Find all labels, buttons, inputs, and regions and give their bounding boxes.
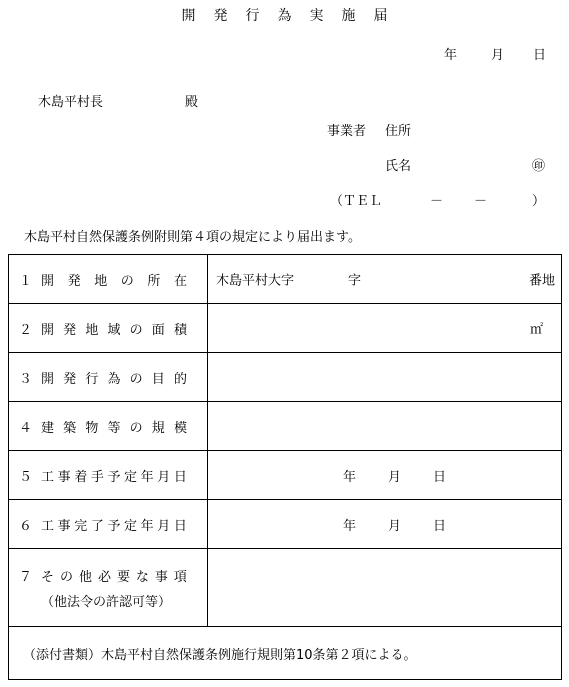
row-number: ４ bbox=[19, 420, 33, 436]
row-label-char: 日 bbox=[173, 518, 187, 534]
location-value-cell[interactable] bbox=[208, 255, 562, 304]
tel-dash-1: － bbox=[430, 194, 444, 209]
notification-form-table bbox=[8, 254, 562, 680]
row-label-char: 地 bbox=[85, 322, 99, 338]
row-label-char: 要 bbox=[116, 569, 130, 585]
row-label-char: 定 bbox=[124, 469, 138, 485]
row-label-char: 発 bbox=[63, 371, 77, 387]
row-label-char: 事 bbox=[57, 518, 71, 534]
row-label-char: 在 bbox=[173, 273, 187, 289]
area-value-cell[interactable] bbox=[208, 304, 562, 353]
start-month: 月 bbox=[387, 469, 401, 485]
form-row bbox=[9, 255, 562, 304]
row-label-char: 目 bbox=[151, 371, 165, 387]
row-label-char: 行 bbox=[85, 371, 99, 387]
row-label bbox=[41, 515, 187, 534]
applicant-label: 事業者 bbox=[327, 124, 367, 139]
addressee-honorific: 殿 bbox=[185, 95, 199, 110]
row-label bbox=[41, 566, 187, 585]
row-label-char: 他 bbox=[78, 569, 92, 585]
row-number: ６ bbox=[19, 518, 33, 534]
row-label-char: 年 bbox=[140, 469, 154, 485]
row-label-char: 所 bbox=[147, 273, 161, 289]
row-sublabel: （他法令の許認可等） bbox=[41, 594, 172, 610]
row-label bbox=[41, 270, 187, 289]
row-label-char: 着 bbox=[74, 469, 88, 485]
row-label-char: 開 bbox=[41, 322, 55, 338]
start-day: 日 bbox=[433, 469, 447, 485]
row-label-char: 域 bbox=[107, 322, 121, 338]
row-number: １ bbox=[19, 273, 33, 289]
row-label-char: な bbox=[135, 569, 149, 585]
row-label-char: の bbox=[59, 569, 73, 585]
row-label-char: 予 bbox=[107, 518, 121, 534]
location-banchi: 番地 bbox=[528, 273, 555, 289]
row-number: ５ bbox=[19, 469, 33, 485]
row-label-char: 完 bbox=[74, 518, 88, 534]
tel-close: ） bbox=[532, 194, 546, 209]
row-label-char: 事 bbox=[57, 469, 71, 485]
row-label-char: の bbox=[129, 420, 143, 436]
row-label-char: 発 bbox=[63, 322, 77, 338]
end-date-value-cell[interactable] bbox=[208, 500, 562, 549]
addressee-name: 木島平村長 bbox=[38, 95, 104, 110]
row-label-char: 地 bbox=[94, 273, 108, 289]
purpose-value-cell[interactable] bbox=[208, 353, 562, 402]
row-label-char: 規 bbox=[151, 420, 165, 436]
row-label-char: 模 bbox=[173, 420, 187, 436]
row-label-char: 年 bbox=[140, 518, 154, 534]
end-year: 年 bbox=[342, 518, 356, 534]
date-day: 日 bbox=[533, 48, 547, 63]
row-label-cell bbox=[9, 500, 208, 549]
row-label-char: 開 bbox=[41, 371, 55, 387]
row-label-char: 為 bbox=[107, 371, 121, 387]
form-row bbox=[9, 549, 562, 627]
seal-mark: ㊞ bbox=[532, 159, 546, 174]
row-label-char: 積 bbox=[173, 322, 187, 338]
row-label-cell bbox=[9, 549, 208, 627]
form-row bbox=[9, 353, 562, 402]
row-number: ２ bbox=[19, 322, 33, 338]
row-label-char: 項 bbox=[173, 569, 187, 585]
row-label-char: 発 bbox=[67, 273, 81, 289]
date-month: 月 bbox=[491, 48, 505, 63]
document-title: 開発行為実施届 bbox=[181, 8, 406, 24]
tel-dash-2: － bbox=[474, 194, 488, 209]
row-label-cell bbox=[9, 402, 208, 451]
row-label-char: 月 bbox=[157, 518, 171, 534]
row-label bbox=[41, 466, 187, 485]
row-label-char: 月 bbox=[157, 469, 171, 485]
attachment-note: （添付書類）木島平村自然保護条例施行規則第10条第２項による。 bbox=[9, 627, 562, 680]
location-village: 木島平村大字 bbox=[216, 273, 295, 289]
row-number: ７ bbox=[19, 569, 33, 585]
row-label-char: 開 bbox=[41, 273, 55, 289]
end-month: 月 bbox=[387, 518, 401, 534]
area-unit: ㎡ bbox=[529, 322, 543, 338]
row-label-char: 事 bbox=[154, 569, 168, 585]
row-label-char: そ bbox=[41, 569, 55, 585]
row-label-cell bbox=[9, 353, 208, 402]
other-matters-value-cell[interactable] bbox=[208, 549, 562, 627]
row-label-char: 日 bbox=[173, 469, 187, 485]
row-label-char: の bbox=[129, 322, 143, 338]
row-label-char: 手 bbox=[90, 469, 104, 485]
row-label-char: の bbox=[120, 273, 134, 289]
form-row bbox=[9, 402, 562, 451]
row-label bbox=[41, 417, 187, 436]
row-label-char: 工 bbox=[41, 518, 55, 534]
row-label-char: 面 bbox=[151, 322, 165, 338]
intro-text: 木島平村自然保護条例附則第４項の規定により届出ます。 bbox=[24, 230, 361, 245]
end-day: 日 bbox=[433, 518, 447, 534]
date-year: 年 bbox=[444, 48, 458, 63]
form-row bbox=[9, 451, 562, 500]
start-year: 年 bbox=[342, 469, 356, 485]
row-label-char: 必 bbox=[97, 569, 111, 585]
row-label bbox=[41, 368, 187, 387]
row-label bbox=[41, 319, 187, 338]
form-row bbox=[9, 304, 562, 353]
row-label-char: の bbox=[129, 371, 143, 387]
row-label-char: 定 bbox=[124, 518, 138, 534]
row-label-char: 了 bbox=[90, 518, 104, 534]
location-aza: 字 bbox=[348, 273, 362, 289]
scale-value-cell[interactable] bbox=[208, 402, 562, 451]
row-label-cell bbox=[9, 304, 208, 353]
row-label-char: 的 bbox=[173, 371, 187, 387]
row-label-char: 等 bbox=[107, 420, 121, 436]
form-row bbox=[9, 500, 562, 549]
tel-open: （ＴＥＬ bbox=[330, 194, 383, 209]
row-label-cell bbox=[9, 451, 208, 500]
row-number: ３ bbox=[19, 371, 33, 387]
row-label-cell bbox=[9, 255, 208, 304]
row-label-char: 予 bbox=[107, 469, 121, 485]
name-label: 氏名 bbox=[385, 159, 412, 174]
start-date-value-cell[interactable] bbox=[208, 451, 562, 500]
row-label-char: 築 bbox=[63, 420, 77, 436]
row-label-char: 工 bbox=[41, 469, 55, 485]
address-label: 住所 bbox=[385, 124, 412, 139]
row-label-char: 物 bbox=[85, 420, 99, 436]
attachment-row bbox=[9, 627, 562, 680]
row-label-char: 建 bbox=[41, 420, 55, 436]
